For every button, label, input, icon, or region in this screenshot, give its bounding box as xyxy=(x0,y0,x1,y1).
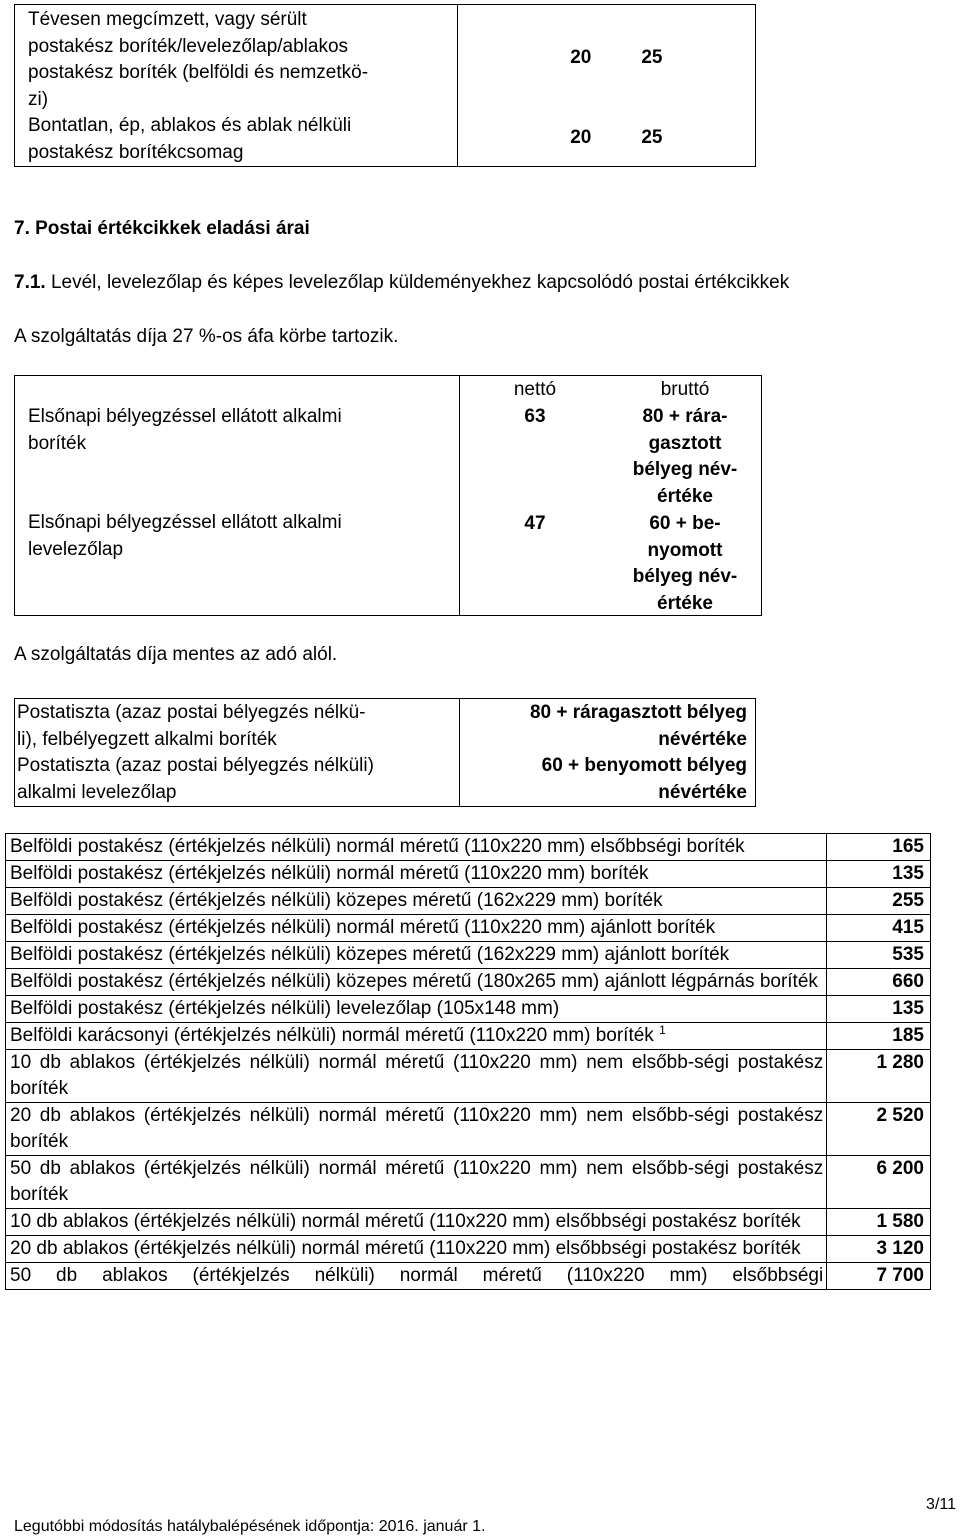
brutto-line: bélyeg név- xyxy=(632,566,738,587)
item-price: 535 xyxy=(827,942,931,969)
price-line: 80 + ráragasztott bélyeg xyxy=(529,702,747,723)
brutto-value xyxy=(610,404,760,510)
item-description-text: Belföldi karácsonyi (értékjelzés nélküli) normál méretű (110x220 mm) boríték xyxy=(10,1025,654,1046)
item-description: 20 db ablakos (értékjelzés nélküli) normál méretű (110x220 mm) nem elsőbb-ségi postakész boríték xyxy=(6,1103,827,1156)
description-line: zi) xyxy=(28,88,49,110)
table-row xyxy=(6,1050,931,1103)
item-description: Belföldi postakész (értékjelzés nélküli) normál méretű (110x220 mm) boríték xyxy=(6,861,827,888)
price-value: 25 xyxy=(641,127,663,148)
page-number: 3/11 xyxy=(926,1496,956,1513)
label-line: alkalmi levelezőlap xyxy=(17,781,177,803)
table-row xyxy=(6,888,931,915)
netto-value: 63 xyxy=(524,406,546,427)
item-price: 1 580 xyxy=(827,1209,931,1236)
label-line: Postatiszta (azaz postai bélyegzés nélkü- xyxy=(17,702,366,723)
item-price: 415 xyxy=(827,915,931,942)
description-line: postakész borítékcsomag xyxy=(28,141,244,163)
description-line: Bontatlan, ép, ablakos és ablak nélküli xyxy=(28,115,352,136)
clean-postal-table xyxy=(14,698,756,807)
price-value: 20 xyxy=(570,127,592,148)
item-description: Belföldi postakész (értékjelzés nélküli) közepes méretű (162x229 mm) boríték xyxy=(6,888,827,915)
vat-note: A szolgáltatás díja 27 %-os áfa körbe tartozik. xyxy=(14,326,399,347)
label-line: Postatiszta (azaz postai bélyegzés nélküli) xyxy=(17,755,374,776)
table-row xyxy=(6,1236,931,1263)
item-description: 10 db ablakos (értékjelzés nélküli) normál méretű (110x220 mm) nem elsőbb-ségi postakész boríték xyxy=(6,1050,827,1103)
table-row xyxy=(6,1023,931,1050)
item-description: Belföldi postakész (értékjelzés nélküli) közepes méretű (180x265 mm) ajánlott légpárnás boríték xyxy=(6,969,827,996)
item-description: Belföldi postakész (értékjelzés nélküli) levelezőlap (105x148 mm) xyxy=(6,996,827,1023)
item-price: 3 120 xyxy=(827,1236,931,1263)
first-day-cover-prices xyxy=(460,376,762,616)
item-price: 660 xyxy=(827,969,931,996)
item-price: 135 xyxy=(827,996,931,1023)
brutto-line: 60 + be- xyxy=(649,513,721,534)
label-line: li), felbélyegzett alkalmi boríték xyxy=(17,728,277,750)
description-line: postakész boríték (belföldi és nemzetkö- xyxy=(28,62,369,83)
envelope-price-table xyxy=(5,833,931,1290)
section-heading: 7. Postai értékcikkek eladási árai xyxy=(14,218,310,239)
table-row xyxy=(6,1156,931,1209)
table-row xyxy=(6,1103,931,1156)
netto-header: nettó xyxy=(513,379,557,400)
effective-date: Legutóbbi módosítás hatálybalépésének időpontja: 2016. január 1. xyxy=(14,1518,486,1535)
first-day-cover-table xyxy=(14,375,762,616)
item-description: Belföldi postakész (értékjelzés nélküli) közepes méretű (162x229 mm) ajánlott boríték xyxy=(6,942,827,969)
item-price: 2 520 xyxy=(827,1103,931,1156)
clean-postal-prices xyxy=(460,699,756,807)
table-row xyxy=(6,861,931,888)
netto-value: 47 xyxy=(524,513,546,534)
price-line: névértéke xyxy=(658,728,747,750)
item-description: 50 db ablakos (értékjelzés nélküli) normál méretű (110x220 mm) nem elsőbb-ségi postakész boríték xyxy=(6,1156,827,1209)
label-line: boríték xyxy=(28,432,87,454)
item-price: 165 xyxy=(827,834,931,861)
brutto-line: bélyeg név- xyxy=(632,459,738,480)
price-line: névértéke xyxy=(658,781,747,803)
label-line: Elsőnapi bélyegzéssel ellátott alkalmi xyxy=(28,512,342,533)
table-row xyxy=(6,996,931,1023)
item-price: 185 xyxy=(827,1023,931,1050)
item-price: 6 200 xyxy=(827,1156,931,1209)
subsection-number: 7.1. xyxy=(14,272,46,293)
price-block xyxy=(530,700,747,806)
table-row xyxy=(6,942,931,969)
exempt-note: A szolgáltatás díja mentes az adó alól. xyxy=(14,644,338,665)
price-row xyxy=(570,127,662,149)
table-row xyxy=(6,1263,931,1290)
returned-envelopes-description xyxy=(15,5,458,167)
item-description: Belföldi postakész (értékjelzés nélküli) normál méretű (110x220 mm) ajánlott boríték xyxy=(6,915,827,942)
brutto-line: értéke xyxy=(657,592,713,614)
brutto-line: értéke xyxy=(657,485,713,507)
price-value: 25 xyxy=(641,47,663,68)
subsection-heading xyxy=(14,272,789,294)
price-row xyxy=(570,47,662,69)
item-description xyxy=(6,1023,827,1050)
item-price: 7 700 xyxy=(827,1263,931,1290)
item-price: 135 xyxy=(827,861,931,888)
brutto-line: nyomott xyxy=(647,539,723,561)
table-row xyxy=(6,969,931,996)
description-line: Tévesen megcímzett, vagy sérült xyxy=(28,9,307,30)
item-description: 50 db ablakos (értékjelzés nélküli) normál méretű (110x220 mm) elsőbbségi xyxy=(6,1263,827,1290)
price-value: 20 xyxy=(570,47,592,68)
description-line: postakész boríték/levelezőlap/ablakos xyxy=(28,35,349,57)
brutto-value xyxy=(610,511,760,617)
item-description: 20 db ablakos (értékjelzés nélküli) normál méretű (110x220 mm) elsőbbségi postakész boríték xyxy=(6,1236,827,1263)
brutto-line: gasztott xyxy=(648,432,722,454)
item-description: 10 db ablakos (értékjelzés nélküli) normál méretű (110x220 mm) elsőbbségi postakész boríték xyxy=(6,1209,827,1236)
brutto-header: bruttó xyxy=(660,379,710,400)
subsection-title: Levél, levelezőlap és képes levelezőlap küldeményekhez kapcsolódó postai értékcikkek xyxy=(50,272,790,293)
returned-envelopes-prices xyxy=(458,5,756,167)
label-block xyxy=(17,700,374,806)
footnote-marker: 1 xyxy=(659,1023,666,1037)
price-line: 60 + benyomott bélyeg xyxy=(541,755,747,776)
brutto-line: 80 + rára- xyxy=(642,406,728,427)
item-price: 1 280 xyxy=(827,1050,931,1103)
first-day-cover-labels xyxy=(15,376,460,616)
returned-envelopes-table xyxy=(14,4,756,167)
table-row xyxy=(6,834,931,861)
table-row xyxy=(6,1209,931,1236)
label-line: levelezőlap xyxy=(28,538,124,560)
item-price: 255 xyxy=(827,888,931,915)
clean-postal-labels xyxy=(15,699,460,807)
table-row xyxy=(6,915,931,942)
item-description: Belföldi postakész (értékjelzés nélküli) normál méretű (110x220 mm) elsőbbségi boríték xyxy=(6,834,827,861)
label-line: Elsőnapi bélyegzéssel ellátott alkalmi xyxy=(28,406,342,427)
